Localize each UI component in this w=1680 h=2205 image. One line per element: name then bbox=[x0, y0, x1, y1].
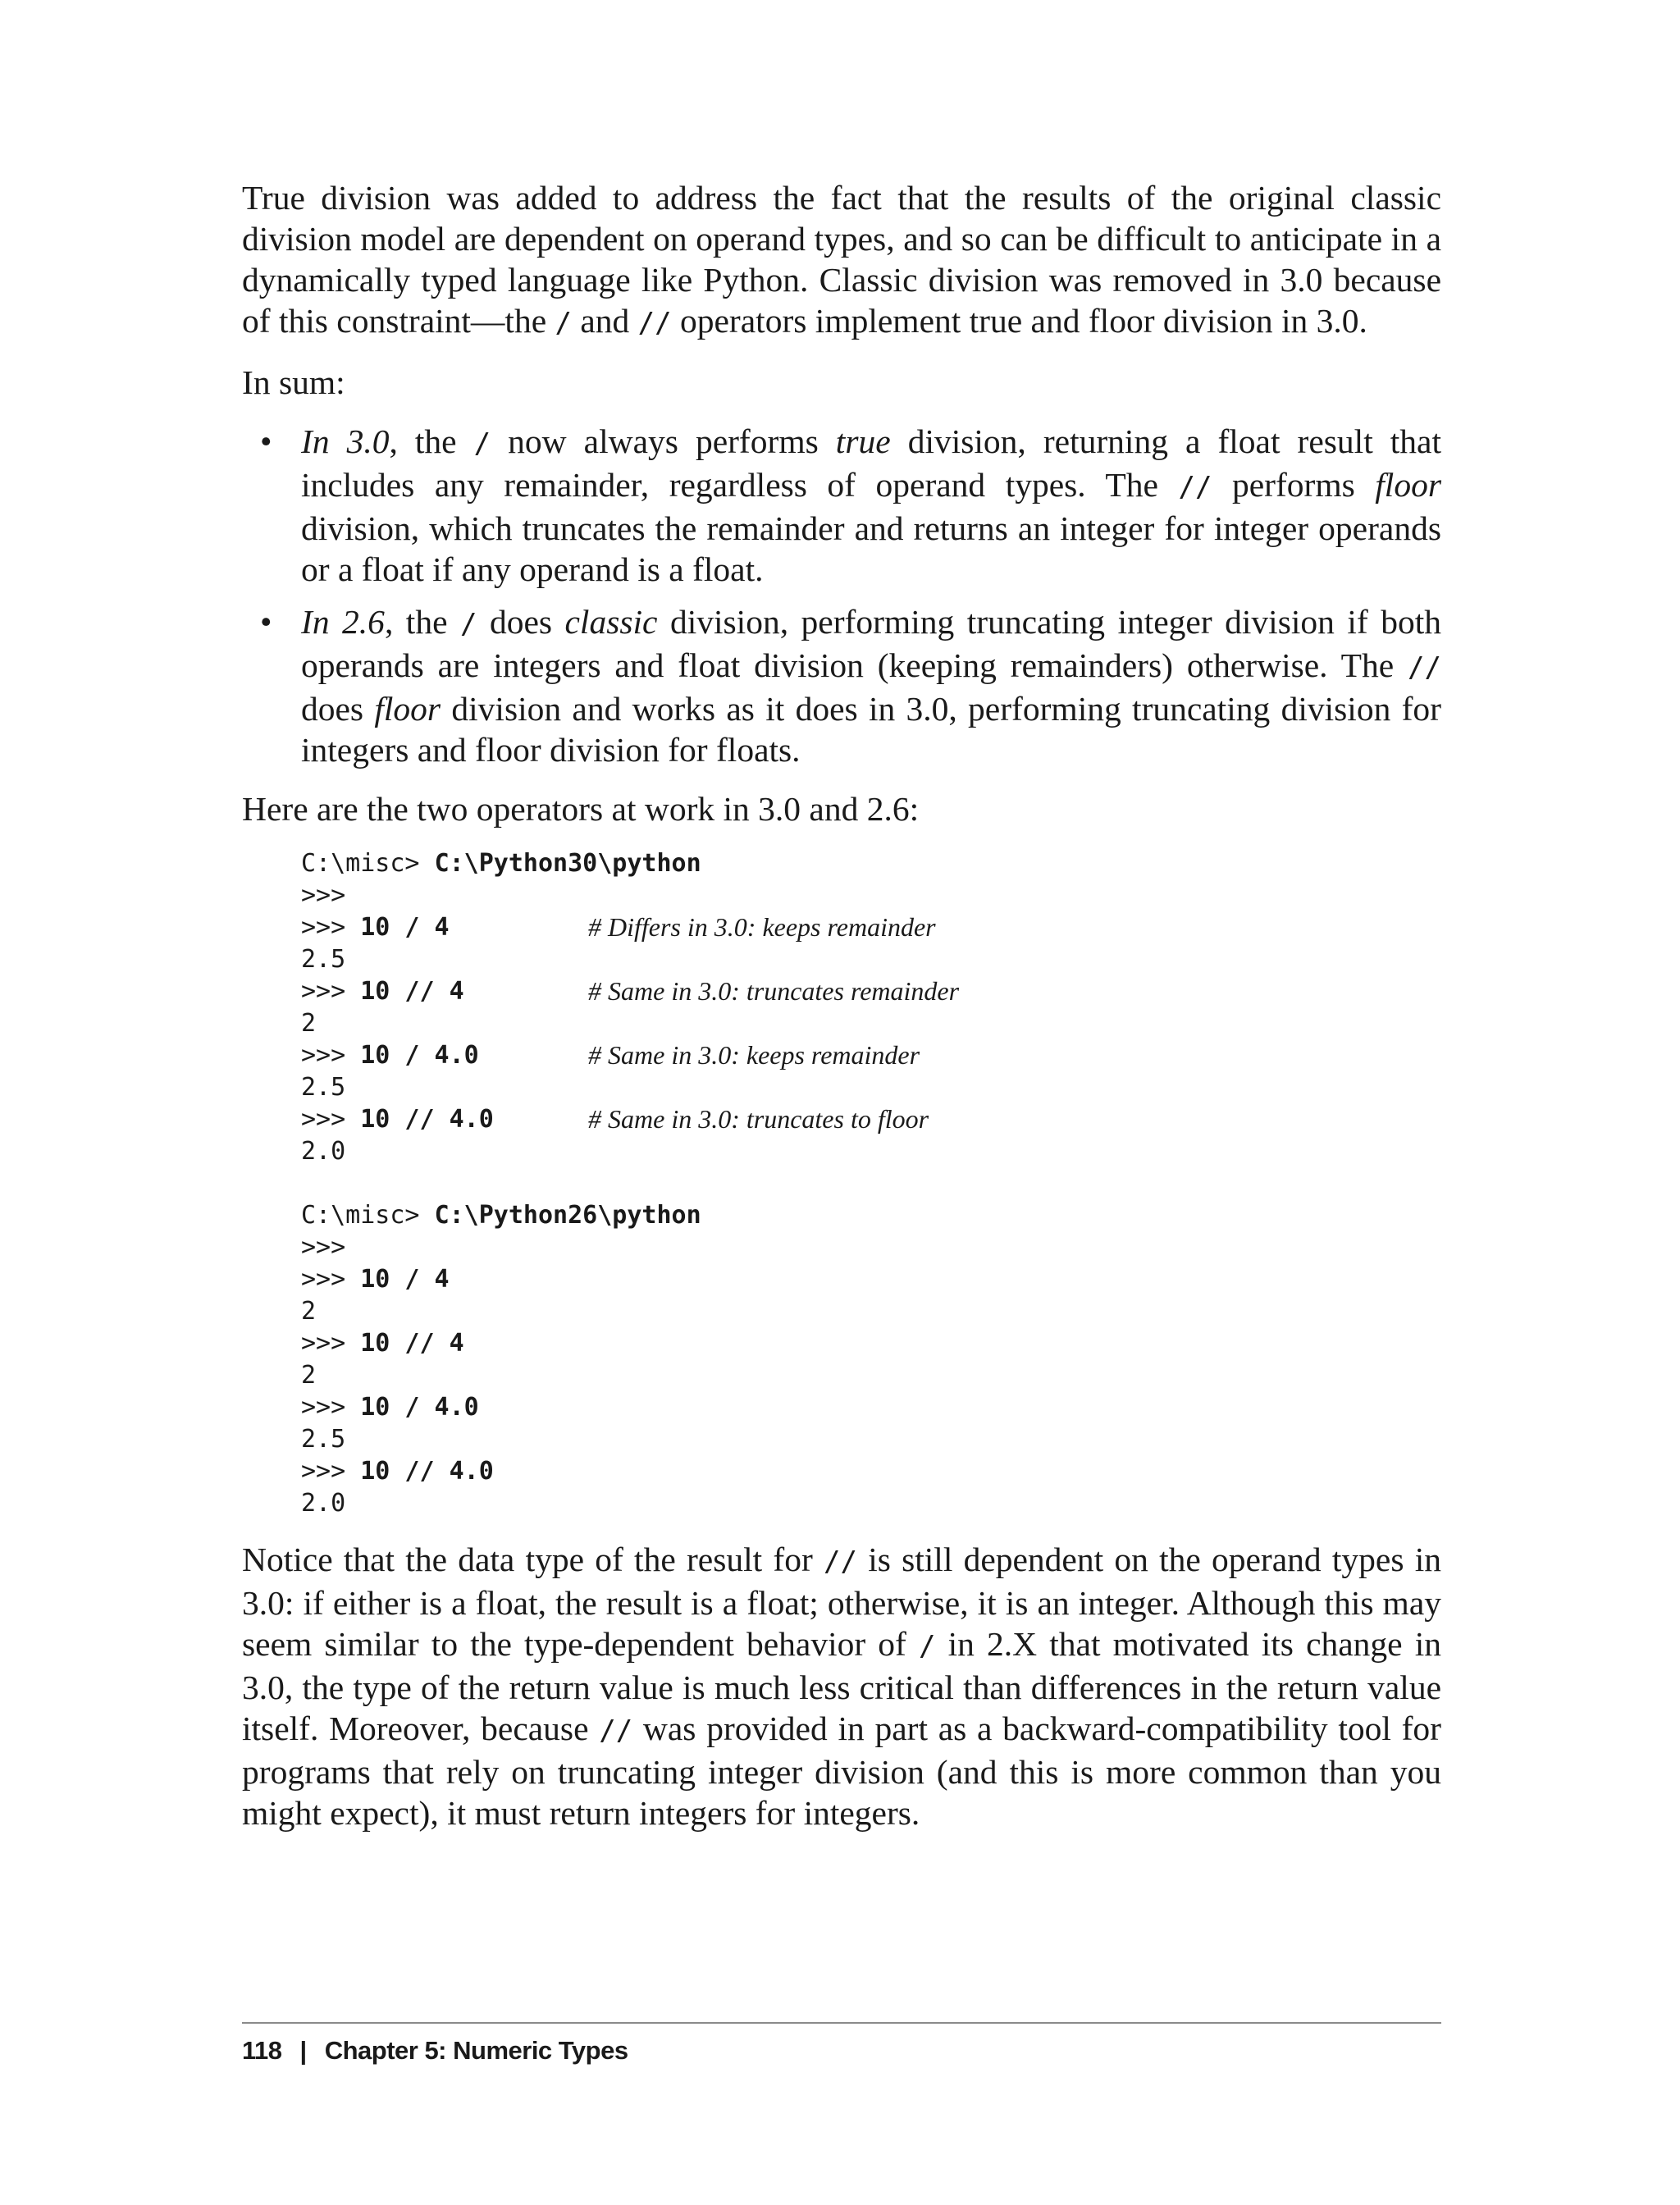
expression: 10 / 4 bbox=[360, 913, 450, 942]
text: does bbox=[477, 603, 565, 641]
page-number: 118 bbox=[242, 2036, 282, 2065]
expression: 10 / 4 bbox=[360, 1265, 450, 1294]
emphasis: floor bbox=[374, 690, 441, 728]
paragraph-true-division bbox=[242, 177, 1441, 344]
text: division and works as it does in 3.0, performing truncating division for integers and floor division for floats. bbox=[301, 690, 1441, 769]
code-line bbox=[301, 1455, 1441, 1487]
emphasis: classic bbox=[564, 603, 658, 641]
code-output: 2 bbox=[301, 1361, 317, 1390]
text: , the bbox=[389, 422, 474, 460]
code-line bbox=[301, 1103, 1441, 1135]
code-output: 2 bbox=[301, 1009, 317, 1038]
expression: 10 / 4.0 bbox=[360, 1041, 479, 1070]
expression: 10 // 4.0 bbox=[360, 1105, 494, 1134]
text: was provided in part as a backward-compatibility tool for programs that rely on truncating integer division (and this is more common than you might expect), it must return integers for integers. bbox=[242, 1710, 1442, 1832]
prompt: >>> bbox=[301, 977, 361, 1006]
text: True division was added to address the fact that the results of the original classic division model are dependent on operand types, and so can be difficult to anticipate in a dynamically typed language like Python. Classic division was removed in 3.0 because of this constraint—the bbox=[242, 179, 1441, 340]
prompt: >>> bbox=[301, 1329, 361, 1358]
bullet-item-3-0 bbox=[242, 421, 1441, 590]
prompt: >>> bbox=[301, 913, 361, 942]
prompt: >>> bbox=[301, 881, 346, 910]
bullet-item-2-6 bbox=[242, 601, 1441, 770]
code-line bbox=[301, 911, 1441, 943]
text: division, returning a float result that includes any remainder, regardless of operand types. The bbox=[301, 422, 1441, 504]
code-line bbox=[301, 1039, 1441, 1071]
text: performs bbox=[1212, 466, 1376, 504]
bullet-icon: • bbox=[260, 422, 272, 460]
prompt: >>> bbox=[301, 1393, 361, 1422]
code-output: 2.5 bbox=[301, 1425, 346, 1454]
bullet-icon: • bbox=[260, 603, 272, 641]
code-output: 2.5 bbox=[301, 945, 346, 974]
text: is still dependent on the operand types in 3.0: if either is a float, the result is a float; otherwise, it is an integer. Although this may seem similar to the type-dependent behavior of bbox=[242, 1541, 1441, 1663]
text: division, which truncates the remainder and returns an integer for integer operands or a float if any operand is a float. bbox=[301, 509, 1441, 588]
prompt: >>> bbox=[301, 1457, 361, 1486]
expression: 10 // 4.0 bbox=[360, 1457, 494, 1486]
expression: 10 // 4 bbox=[360, 977, 464, 1006]
inline-code: / bbox=[555, 307, 572, 340]
text: Notice that the data type of the result for bbox=[242, 1541, 824, 1578]
code-blank-line bbox=[301, 1167, 1441, 1199]
expression: 10 // 4 bbox=[360, 1329, 464, 1358]
inline-code: // bbox=[824, 1545, 857, 1578]
inline-code: // bbox=[599, 1714, 633, 1747]
emphasis: true bbox=[835, 422, 891, 460]
paragraph-in-sum: In sum: bbox=[242, 363, 345, 401]
text: , the bbox=[384, 603, 460, 641]
emphasis: In 2.6 bbox=[301, 603, 385, 641]
prompt: >>> bbox=[301, 1105, 361, 1134]
code-line bbox=[301, 1199, 1441, 1231]
prompt: C:\misc> bbox=[301, 1201, 435, 1230]
text: now always performs bbox=[491, 422, 836, 460]
page-content bbox=[242, 177, 1441, 1851]
code-line bbox=[301, 879, 1441, 911]
code-line bbox=[301, 847, 1441, 879]
prompt: C:\misc> bbox=[301, 849, 435, 878]
code-line bbox=[301, 975, 1441, 1007]
code-output: 2 bbox=[301, 1297, 317, 1326]
command: C:\Python26\python bbox=[434, 1201, 701, 1230]
paragraph-here-are: Here are the two operators at work in 3.0 and 2.6: bbox=[242, 790, 920, 828]
text: in 2.X that motivated its change in 3.0, the type of the return value is much less critical than differences in the return value itself. Moreover, because bbox=[242, 1625, 1441, 1747]
footer-divider bbox=[242, 2022, 1441, 2024]
paragraph-notice bbox=[242, 1539, 1441, 1833]
text: division, performing truncating integer division if both operands are integers and float division (keeping remainders) otherwise. The bbox=[301, 603, 1441, 684]
emphasis: floor bbox=[1375, 466, 1441, 504]
code-line bbox=[301, 1391, 1441, 1423]
inline-code: / bbox=[919, 1630, 936, 1663]
prompt: >>> bbox=[301, 1233, 346, 1262]
code-line bbox=[301, 1327, 1441, 1359]
code-line bbox=[301, 1231, 1441, 1263]
code-output: 2.0 bbox=[301, 1137, 346, 1166]
code-comment: # Same in 3.0: keeps remainder bbox=[588, 1040, 920, 1070]
inline-code: / bbox=[473, 427, 491, 460]
code-listing bbox=[301, 847, 1441, 1519]
text: does bbox=[301, 690, 375, 728]
code-comment: # Differs in 3.0: keeps remainder bbox=[588, 912, 936, 942]
expression: 10 / 4.0 bbox=[360, 1393, 479, 1422]
bullet-list bbox=[242, 421, 1441, 770]
chapter-title: Chapter 5: Numeric Types bbox=[324, 2036, 628, 2065]
page-footer bbox=[242, 2036, 628, 2066]
code-comment: # Same in 3.0: truncates remainder bbox=[588, 976, 960, 1006]
prompt: >>> bbox=[301, 1041, 361, 1070]
code-line bbox=[301, 1263, 1441, 1295]
text: operators implement true and floor division in 3.0. bbox=[671, 302, 1367, 340]
prompt: >>> bbox=[301, 1265, 361, 1294]
emphasis: In 3.0 bbox=[301, 422, 390, 460]
command: C:\Python30\python bbox=[434, 849, 701, 878]
footer-separator: | bbox=[299, 2036, 307, 2065]
inline-code: // bbox=[1178, 471, 1212, 504]
inline-code: / bbox=[459, 608, 477, 641]
code-output: 2.0 bbox=[301, 1489, 346, 1518]
code-comment: # Same in 3.0: truncates to floor bbox=[588, 1104, 929, 1134]
inline-code: // bbox=[1408, 651, 1441, 684]
code-output: 2.5 bbox=[301, 1073, 346, 1102]
inline-code: // bbox=[637, 307, 672, 340]
text: and bbox=[572, 302, 638, 340]
